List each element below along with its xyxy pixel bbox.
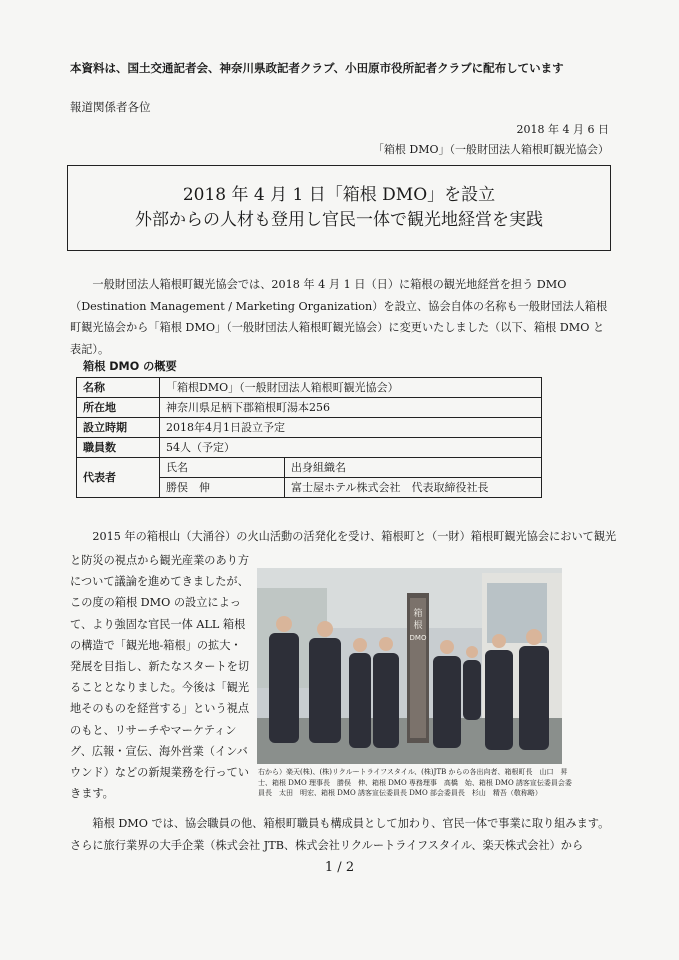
row-label: 職員数	[77, 438, 160, 458]
table-row	[77, 458, 542, 478]
rep-header-name: 氏名	[160, 458, 285, 478]
row-value: 「箱根DMO」（一般財団法人箱根町観光協会）	[160, 378, 542, 398]
rep-label: 代表者	[77, 458, 160, 498]
intro-paragraph: 一般財団法人箱根町観光協会では、2018 年 4 月 1 日（日）に箱根の観光地経営を担う DMO（Destination Management / Marketing Organization）を設立、協会自体の名称も一般財団法人箱根町観光協会から「箱根 DMO」（一般財団法人箱根町観光協会）に変更いたしました（以下、箱根 DMO と表記）。	[70, 278, 608, 356]
title-box	[67, 165, 611, 251]
svg-text:根: 根	[413, 621, 423, 631]
rep-name: 勝俣 伸	[160, 478, 285, 498]
table-row	[77, 378, 542, 398]
row-label: 所在地	[77, 398, 160, 418]
sign-text: 箱	[413, 609, 423, 619]
distribution-notice: 本資料は、国土交通記者会、神奈川県政記者クラブ、小田原市役所記者クラブに配布しています	[70, 61, 564, 75]
row-value: 神奈川県足柄下郡箱根町湯本256	[160, 398, 542, 418]
svg-text:DMO: DMO	[409, 634, 427, 642]
title-line-2: 外部からの人材も登用し官民一体で観光地経営を実践	[135, 210, 543, 230]
group-photo-illustration	[257, 568, 562, 764]
group-photo	[257, 568, 562, 764]
table-row	[77, 418, 542, 438]
paragraph-2-column: と防災の視点から観光産業のあり方について議論を進めてきましたが、この度の箱根 DMO の設立によって、より強固な官民一体 ALL 箱根の構造で「観光地-箱根」の拡大・発展を目指し、新たなスタートを切ることとなりました。今後は「観光地そのものを経営する」という視点のもと、リサーチやマーケティング、広報・宣伝、海外営業（インバウンド）などの新規業務を行っていきます。	[70, 554, 250, 801]
issuer-name: 「箱根 DMO」（一般財団法人箱根町観光協会）	[372, 143, 609, 156]
overview-heading: 箱根 DMO の概要	[83, 360, 177, 373]
release-date: 2018 年 4 月 6 日	[516, 123, 609, 136]
row-value: 54人（予定）	[160, 438, 542, 458]
overview-table	[76, 377, 542, 498]
paragraph-3: 箱根 DMO では、協会職員の他、箱根町職員も構成員として加わり、官民一体で事業に取り組みます。さらに旅行業界の大手企業（株式会社 JTB、株式会社リクルートライフスタイル、楽天株式会社）から	[70, 817, 610, 852]
page-number: 1 / 2	[324, 860, 355, 875]
rep-org: 富士屋ホテル株式会社 代表取締役社長	[285, 478, 542, 498]
table-row	[77, 438, 542, 458]
press-greeting: 報道関係者各位	[70, 100, 151, 114]
title-line-1: 2018 年 4 月 1 日「箱根 DMO」を設立	[182, 185, 496, 205]
row-label: 名称	[77, 378, 160, 398]
photo-caption: 右から）楽天(株)、(株)リクルートライフスタイル、(株)JTB からの各出向者、箱根町長 山口 昇士、箱根 DMO 理事長 勝俣 伸、箱根 DMO 専務理事 高橋 始、箱根 DMO 誘客宣伝委員会委員長 太田 明宏、箱根 DMO 誘客宣伝委員長 DMO 部会委員長 杉山 精吾（敬称略）	[258, 768, 572, 797]
rep-header-org: 出身組織名	[285, 458, 542, 478]
row-label: 設立時期	[77, 418, 160, 438]
paragraph-2-first-line: 2015 年の箱根山（大涌谷）の火山活動の活発化を受け、箱根町と（一財）箱根町観光協会において観光	[92, 530, 617, 543]
table-row	[77, 398, 542, 418]
row-value: 2018年4月1日設立予定	[160, 418, 542, 438]
